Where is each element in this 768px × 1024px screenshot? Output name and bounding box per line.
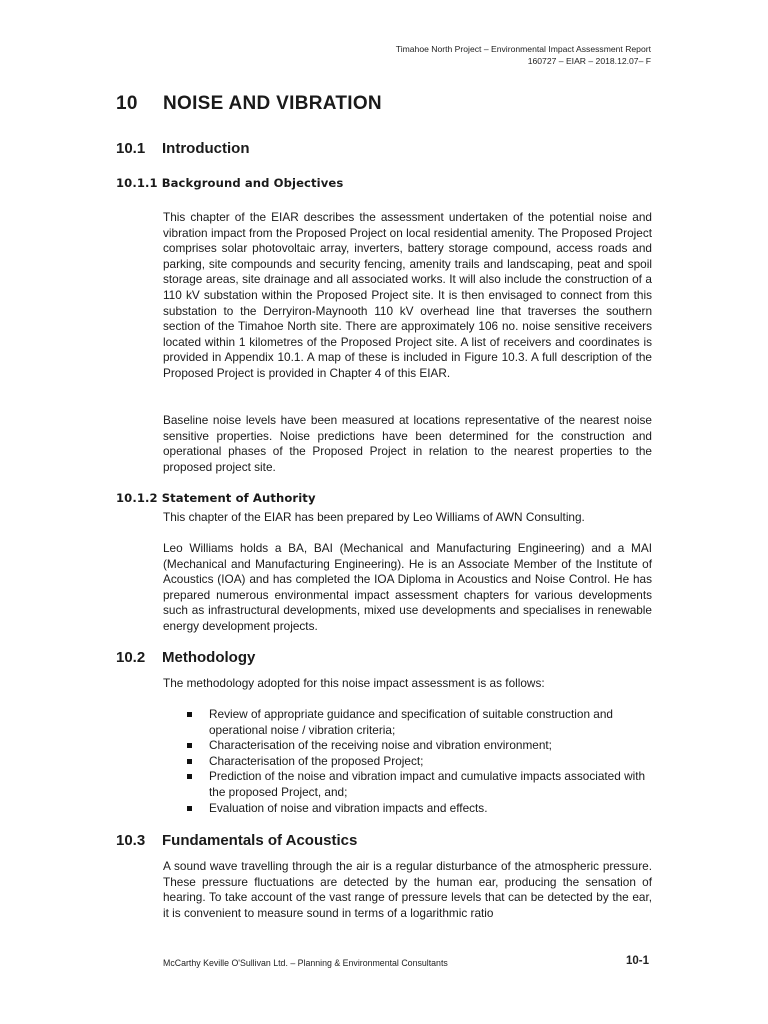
bullet-icon <box>187 806 192 811</box>
page-number: 10-1 <box>625 955 649 967</box>
section-heading-10-2 <box>116 649 255 666</box>
subsection-title: Statement of Authority <box>161 491 316 505</box>
paragraph-qualifications: Leo Williams holds a BA, BAI (Mechanical and Manufacturing Engineering) and a MAI (Mechanical and Manufacturing Engineering). He is an Associate Member of the Institute of Acoustics (IOA) and has completed the IOA Diploma in Acoustics and Noise Control. He has prepared numerous environmental impact assessment chapters for various developments such as infrastructural developments, mixed use developments and specialises in renewable energy development projects. <box>163 541 652 633</box>
paragraph-background: This chapter of the EIAR describes the assessment undertaken of the potential noise and vibration impact from the Proposed Project on local residential amenity. The Proposed Project comprises solar photovoltaic array, inverters, battery storage compound, access roads and parking, site compounds and security fencing, amenity trails and landscaping, peat and spoil storage areas, site drainage and all associated works. It will also include the construction of a 110 kV substation within the Proposed Project site. It is then envisaged to connect from this substation to the Derryiron-Maynooth 110 kV overhead line that traverses the southern section of the Timahoe North site. There are approximately 106 no. noise sensitive receivers located within 1 kilometres of the Proposed Project site. A list of receivers and coordinates is provided in Appendix 10.1. A map of these is included in Figure 10.3. A full description of the Proposed Project is provided in Chapter 4 of this EIAR. <box>163 210 652 380</box>
section-heading-10-1 <box>116 140 249 157</box>
section-number: 10.3 <box>116 832 146 849</box>
subsection-title: Background and Objectives <box>161 176 344 190</box>
list-item: Prediction of the noise and vibration impact and cumulative impacts associated with the proposed Project, and; <box>163 769 652 800</box>
list-item: Characterisation of the receiving noise and vibration environment; <box>163 738 652 754</box>
chapter-title <box>116 93 382 115</box>
subsection-number: 10.1.1 <box>116 176 158 190</box>
chapter-number: 10 <box>116 93 138 114</box>
list-item: Evaluation of noise and vibration impacts and effects. <box>163 801 652 817</box>
paragraph-methodology-intro: The methodology adopted for this noise impact assessment is as follows: <box>163 676 545 690</box>
bullet-icon <box>187 743 192 748</box>
list-item: Review of appropriate guidance and specification of suitable construction and operational noise / vibration criteria; <box>163 707 652 738</box>
section-number: 10.2 <box>116 649 146 666</box>
paragraph-baseline: Baseline noise levels have been measured at locations representative of the nearest noise sensitive properties. Noise predictions have been determined for the construction and operational phases of the Proposed Project in relation to the nearest properties to the proposed project site. <box>163 413 652 474</box>
subsection-heading-10-1-1 <box>116 176 343 190</box>
paragraph-authority: This chapter of the EIAR has been prepared by Leo Williams of AWN Consulting. <box>163 510 585 524</box>
bullet-icon <box>187 712 192 717</box>
footer-company: McCarthy Keville O'Sullivan Ltd. – Planning & Environmental Consultants <box>163 958 448 968</box>
section-title: Methodology <box>162 649 256 666</box>
section-heading-10-3 <box>116 832 357 849</box>
subsection-heading-10-1-2 <box>116 491 316 505</box>
methodology-list <box>163 707 652 816</box>
section-title: Fundamentals of Acoustics <box>162 832 358 849</box>
header-line-1: Timahoe North Project – Environmental Impact Assessment Report <box>395 44 651 54</box>
bullet-icon <box>187 774 192 779</box>
header-line-2: 160727 – EIAR – 2018.12.07– F <box>527 56 651 66</box>
running-header <box>396 43 651 67</box>
chapter-title-text: NOISE AND VIBRATION <box>163 93 382 114</box>
bullet-icon <box>187 759 192 764</box>
paragraph-acoustics: A sound wave travelling through the air is a regular disturbance of the atmospheric pressure. These pressure fluctuations are detected by the human ear, producing the sensation of hearing. To take account of the vast range of pressure levels that can be detected by the ear, it is convenient to measure sound in terms of a logarithmic ratio <box>163 859 652 920</box>
subsection-number: 10.1.2 <box>116 491 158 505</box>
section-number: 10.1 <box>116 140 146 157</box>
list-item: Characterisation of the proposed Project; <box>163 754 652 770</box>
section-title: Introduction <box>162 140 250 157</box>
